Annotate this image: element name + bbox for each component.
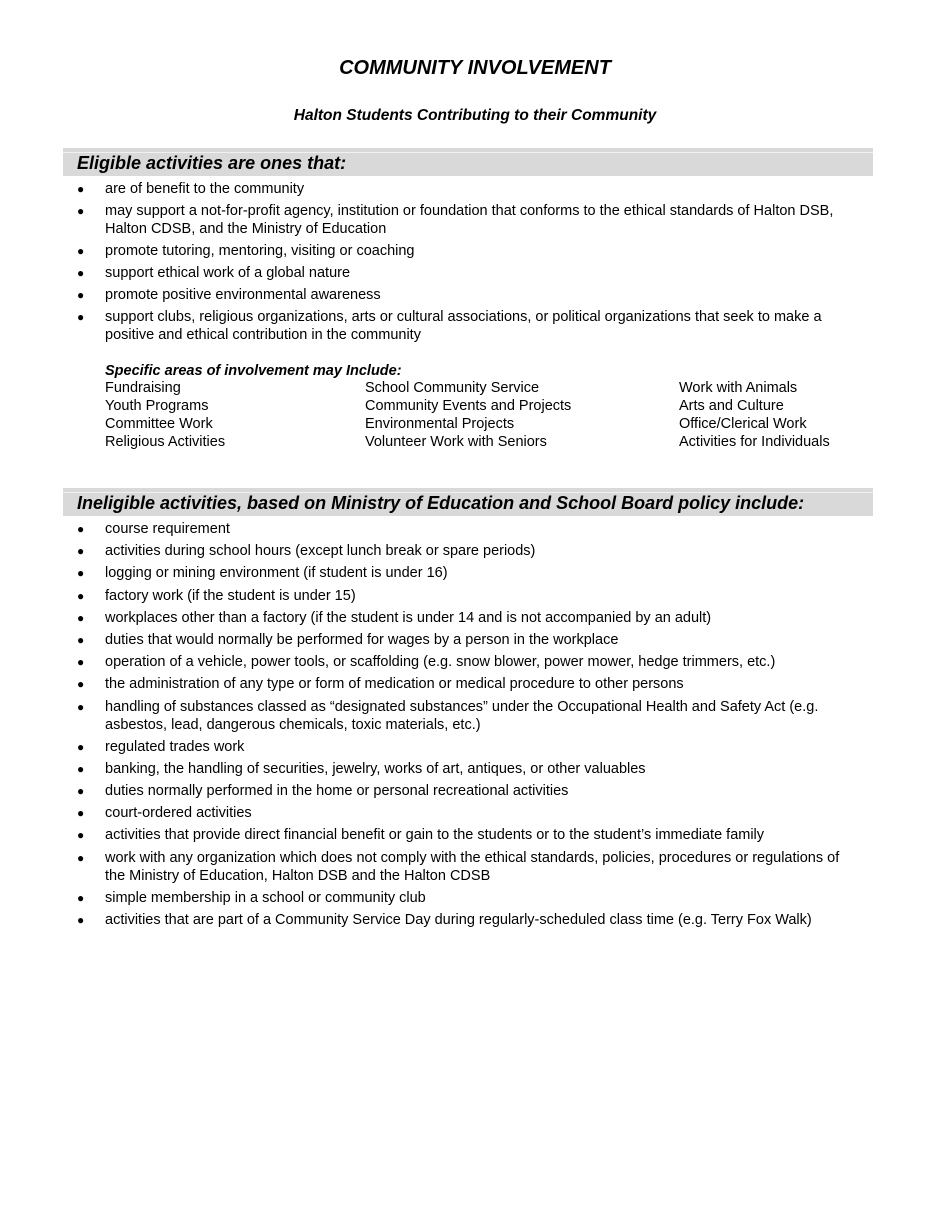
list-item: ● are of benefit to the community [77, 181, 305, 197]
bullet-icon: ● [77, 566, 85, 581]
ineligible-list [75, 520, 855, 933]
list-item: ● banking, the handling of securities, jewelry, works of art, antiques, or other valuables [77, 760, 646, 777]
bullet-icon: ● [77, 655, 85, 670]
list-item: ● simple membership in a school or community club [77, 889, 426, 906]
eligible-section-heading [63, 148, 873, 176]
areas-heading: Specific areas of involvement may Include: [105, 363, 402, 379]
bullet-icon: ● [77, 850, 85, 865]
area-item: Activities for Individuals [679, 434, 830, 450]
area-item: Youth Programs [105, 398, 209, 414]
list-item: ● support clubs, religious organizations, arts or cultural associations, or political organizations that seek to make a positive and ethical contribution in the community [77, 309, 822, 343]
list-item: ● promote positive environmental awareness [77, 287, 381, 303]
list-item: ● logging or mining environment (if student is under 16) [77, 565, 448, 582]
bullet-icon: ● [77, 204, 85, 218]
ineligible-heading-text: Ineligible activities, based on Ministry of Education and School Board policy include: [77, 493, 805, 513]
bullet-icon: ● [77, 739, 85, 754]
list-item: ● support ethical work of a global nature [77, 265, 351, 281]
bullet-icon: ● [77, 182, 85, 196]
bullet-icon: ● [77, 610, 85, 625]
list-item: ● factory work (if the student is under 15) [77, 587, 356, 604]
heading-rule [63, 152, 873, 153]
area-item: Volunteer Work with Seniors [365, 434, 547, 450]
bullet-icon: ● [77, 784, 85, 799]
area-item: Arts and Culture [679, 398, 784, 414]
areas-column-1 [105, 379, 225, 451]
list-item: ● activities that provide direct financial benefit or gain to the students or to the student’s immediate family [77, 827, 765, 844]
bullet-icon: ● [77, 244, 85, 258]
list-item: ● promote tutoring, mentoring, visiting or coaching [77, 243, 415, 259]
heading-rule [63, 492, 873, 493]
eligible-heading-text: Eligible activities are ones that: [77, 153, 347, 173]
list-item: ● workplaces other than a factory (if the student is under 14 and is not accompanied by an adult) [77, 609, 712, 626]
list-item: ● handling of substances classed as “designated substances” under the Occupational Health and Safety Act (e.g. asbestos, lead, dangerous chemicals, toxic materials, etc.) [77, 698, 819, 733]
bullet-icon: ● [77, 522, 85, 536]
list-item: ● activities during school hours (except lunch break or spare periods) [77, 543, 536, 560]
list-item: ● regulated trades work [77, 738, 245, 755]
bullet-icon: ● [77, 828, 85, 843]
area-item: Environmental Projects [365, 416, 515, 432]
list-item: ● court-ordered activities [77, 805, 252, 822]
bullet-icon: ● [77, 806, 85, 821]
list-item: ● work with any organization which does not comply with the ethical standards, policies, procedures or regulations of the Ministry of Education, Halton DSB and the Halton CDSB [77, 849, 840, 884]
area-item: Fundraising [105, 380, 181, 396]
list-item: ● duties that would normally be performed for wages by a person in the workplace [77, 631, 619, 648]
bullet-icon: ● [77, 288, 85, 302]
bullet-icon: ● [77, 890, 85, 905]
list-item: ● activities that are part of a Community Service Day during regularly-scheduled class time (e.g. Terry Fox Walk) [77, 912, 812, 928]
bullet-icon: ● [77, 677, 85, 692]
areas-column-2 [365, 379, 571, 451]
eligible-list [75, 180, 855, 348]
bullet-icon: ● [77, 913, 85, 927]
list-item: ● may support a not-for-profit agency, institution or foundation that conforms to the ethical standards of Halton DSB, Halton CDSB, and the Ministry of Education [77, 203, 834, 237]
bullet-icon: ● [77, 761, 85, 776]
ineligible-section-heading [63, 488, 873, 516]
area-item: Office/Clerical Work [679, 416, 807, 432]
bullet-icon: ● [77, 310, 85, 324]
page-subtitle: Halton Students Contributing to their Community [293, 107, 657, 124]
list-item: ● duties normally performed in the home or personal recreational activities [77, 783, 569, 800]
list-item: ● course requirement [77, 521, 230, 537]
area-item: Work with Animals [679, 380, 798, 396]
area-item: Committee Work [105, 416, 213, 432]
area-item: School Community Service [365, 380, 540, 396]
page-title: COMMUNITY INVOLVEMENT [339, 57, 611, 79]
list-item: ● the administration of any type or form of medication or medical procedure to other persons [77, 676, 684, 693]
bullet-icon: ● [77, 699, 85, 714]
areas-column-3 [679, 379, 830, 451]
bullet-icon: ● [77, 266, 85, 280]
bullet-icon: ● [77, 588, 85, 603]
area-item: Religious Activities [105, 434, 226, 450]
bullet-icon: ● [77, 544, 85, 559]
area-item: Community Events and Projects [365, 398, 572, 414]
bullet-icon: ● [77, 632, 85, 647]
list-item: ● operation of a vehicle, power tools, or scaffolding (e.g. snow blower, power mower, hedge trimmers, etc.) [77, 654, 776, 671]
